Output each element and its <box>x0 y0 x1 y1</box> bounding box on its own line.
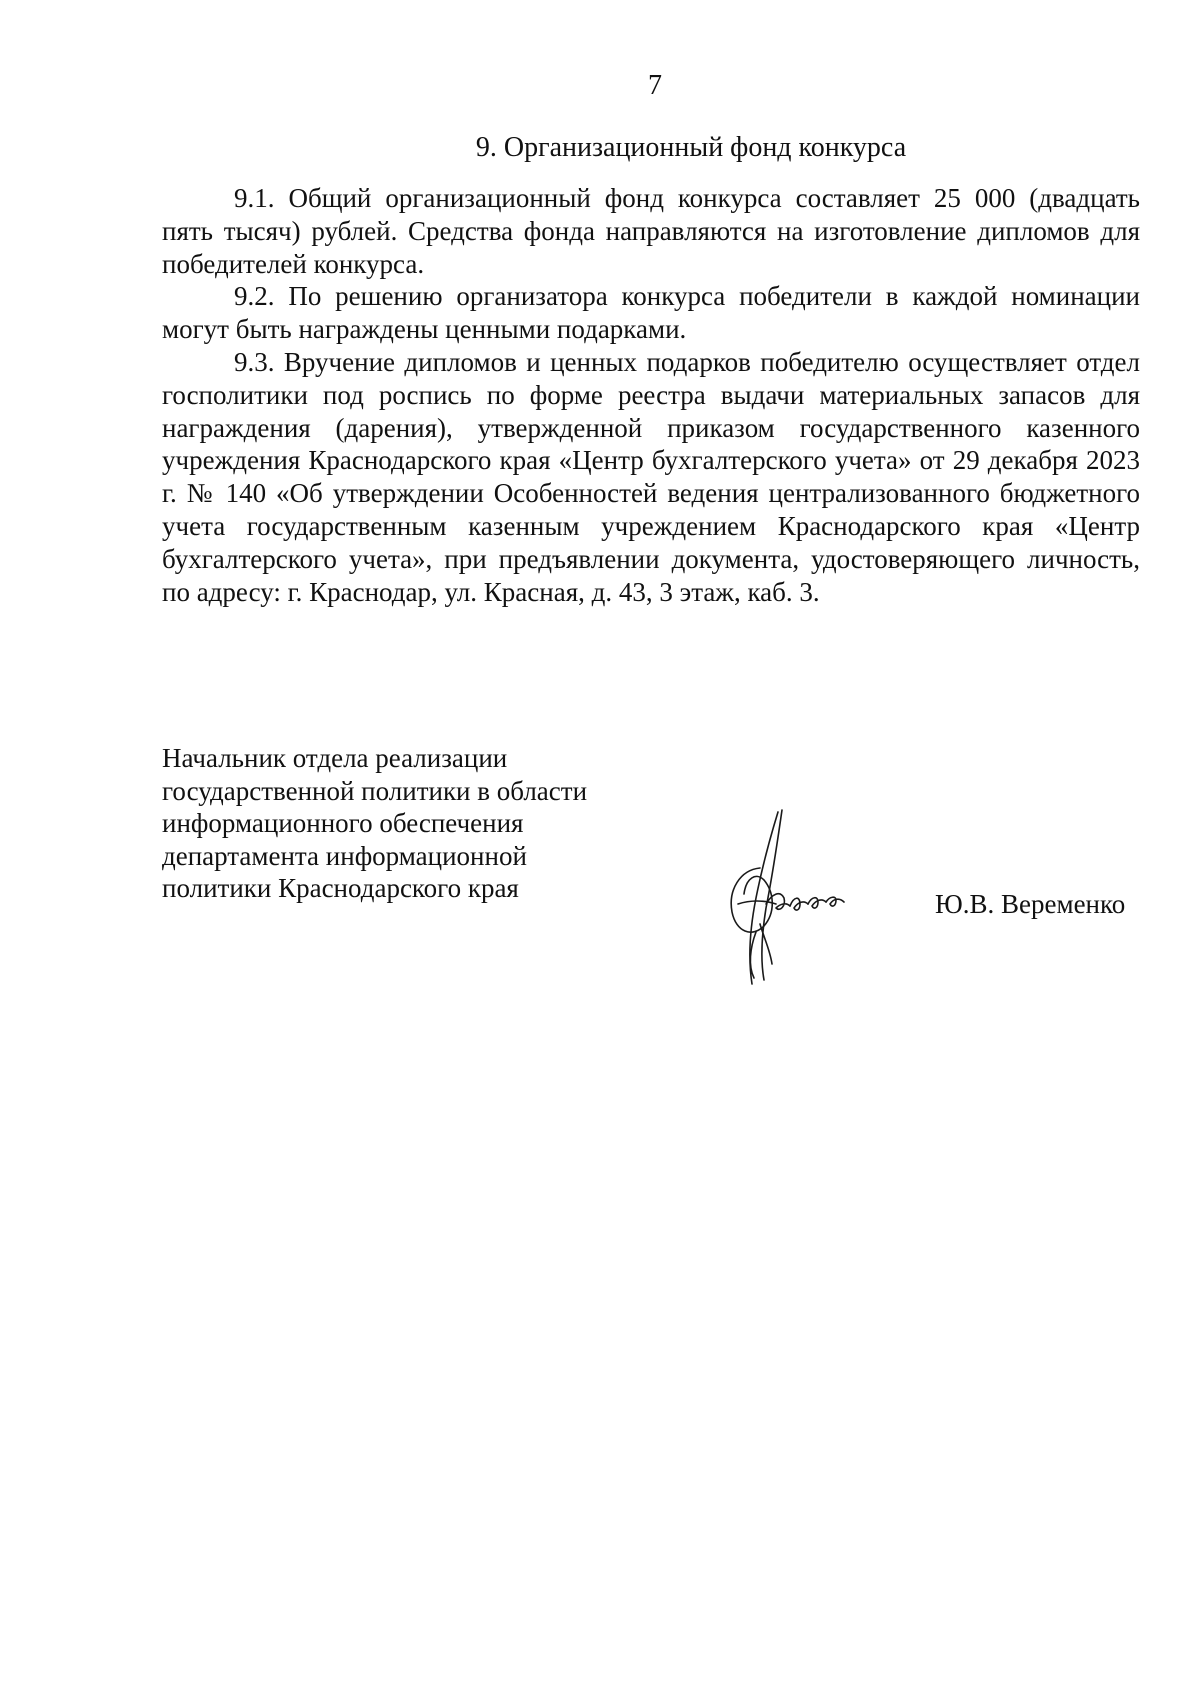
paragraph-9-1: 9.1. Общий организационный фонд конкурса составляет 25 000 (двадцать пять тысяч) рублей. Средства фонда направляются на изготовление дипломов для победителей конкурса. <box>162 183 1140 279</box>
handwritten-signature <box>720 808 850 988</box>
paragraph-9-3: 9.3. Вручение дипломов и ценных подарков победителю осуществляет отдел госполитики под роспись по форме реестра выдачи материальных запасов для награждения (дарения), утвержденной приказом государственного казенного учреждения Краснодарского края «Центр бухгалтерского учета» от 29 декабря 2023 г. № 140 «Об утверждении Особенностей ведения централизованного бюджетного учета государственным казенным учреждением Краснодарского края «Центр бухгалтерского учета», при предъявлении документа, удостоверяющего личность, по адресу: г. Краснодар, ул. Красная, д. 43, 3 этаж, каб. 3. <box>162 346 1140 607</box>
page-number: 7 <box>648 70 662 101</box>
position-line: информационного обеспечения <box>162 808 524 838</box>
section-title: 9. Организационный фонд конкурса <box>475 132 907 163</box>
signatory-name: Ю.В. Веременко <box>935 889 1126 919</box>
position-line: государственной политики в области <box>162 775 588 806</box>
section-body <box>162 182 1140 608</box>
position-line: департамента информационной <box>162 840 527 871</box>
signatory-position <box>162 742 622 905</box>
position-line: Начальник отдела реализации <box>162 743 508 773</box>
paragraph-9-2: 9.2. По решению организатора конкурса победители в каждой номинации могут быть награждены ценными подарками. <box>162 281 1140 345</box>
position-line: политики Краснодарского края <box>162 873 519 903</box>
